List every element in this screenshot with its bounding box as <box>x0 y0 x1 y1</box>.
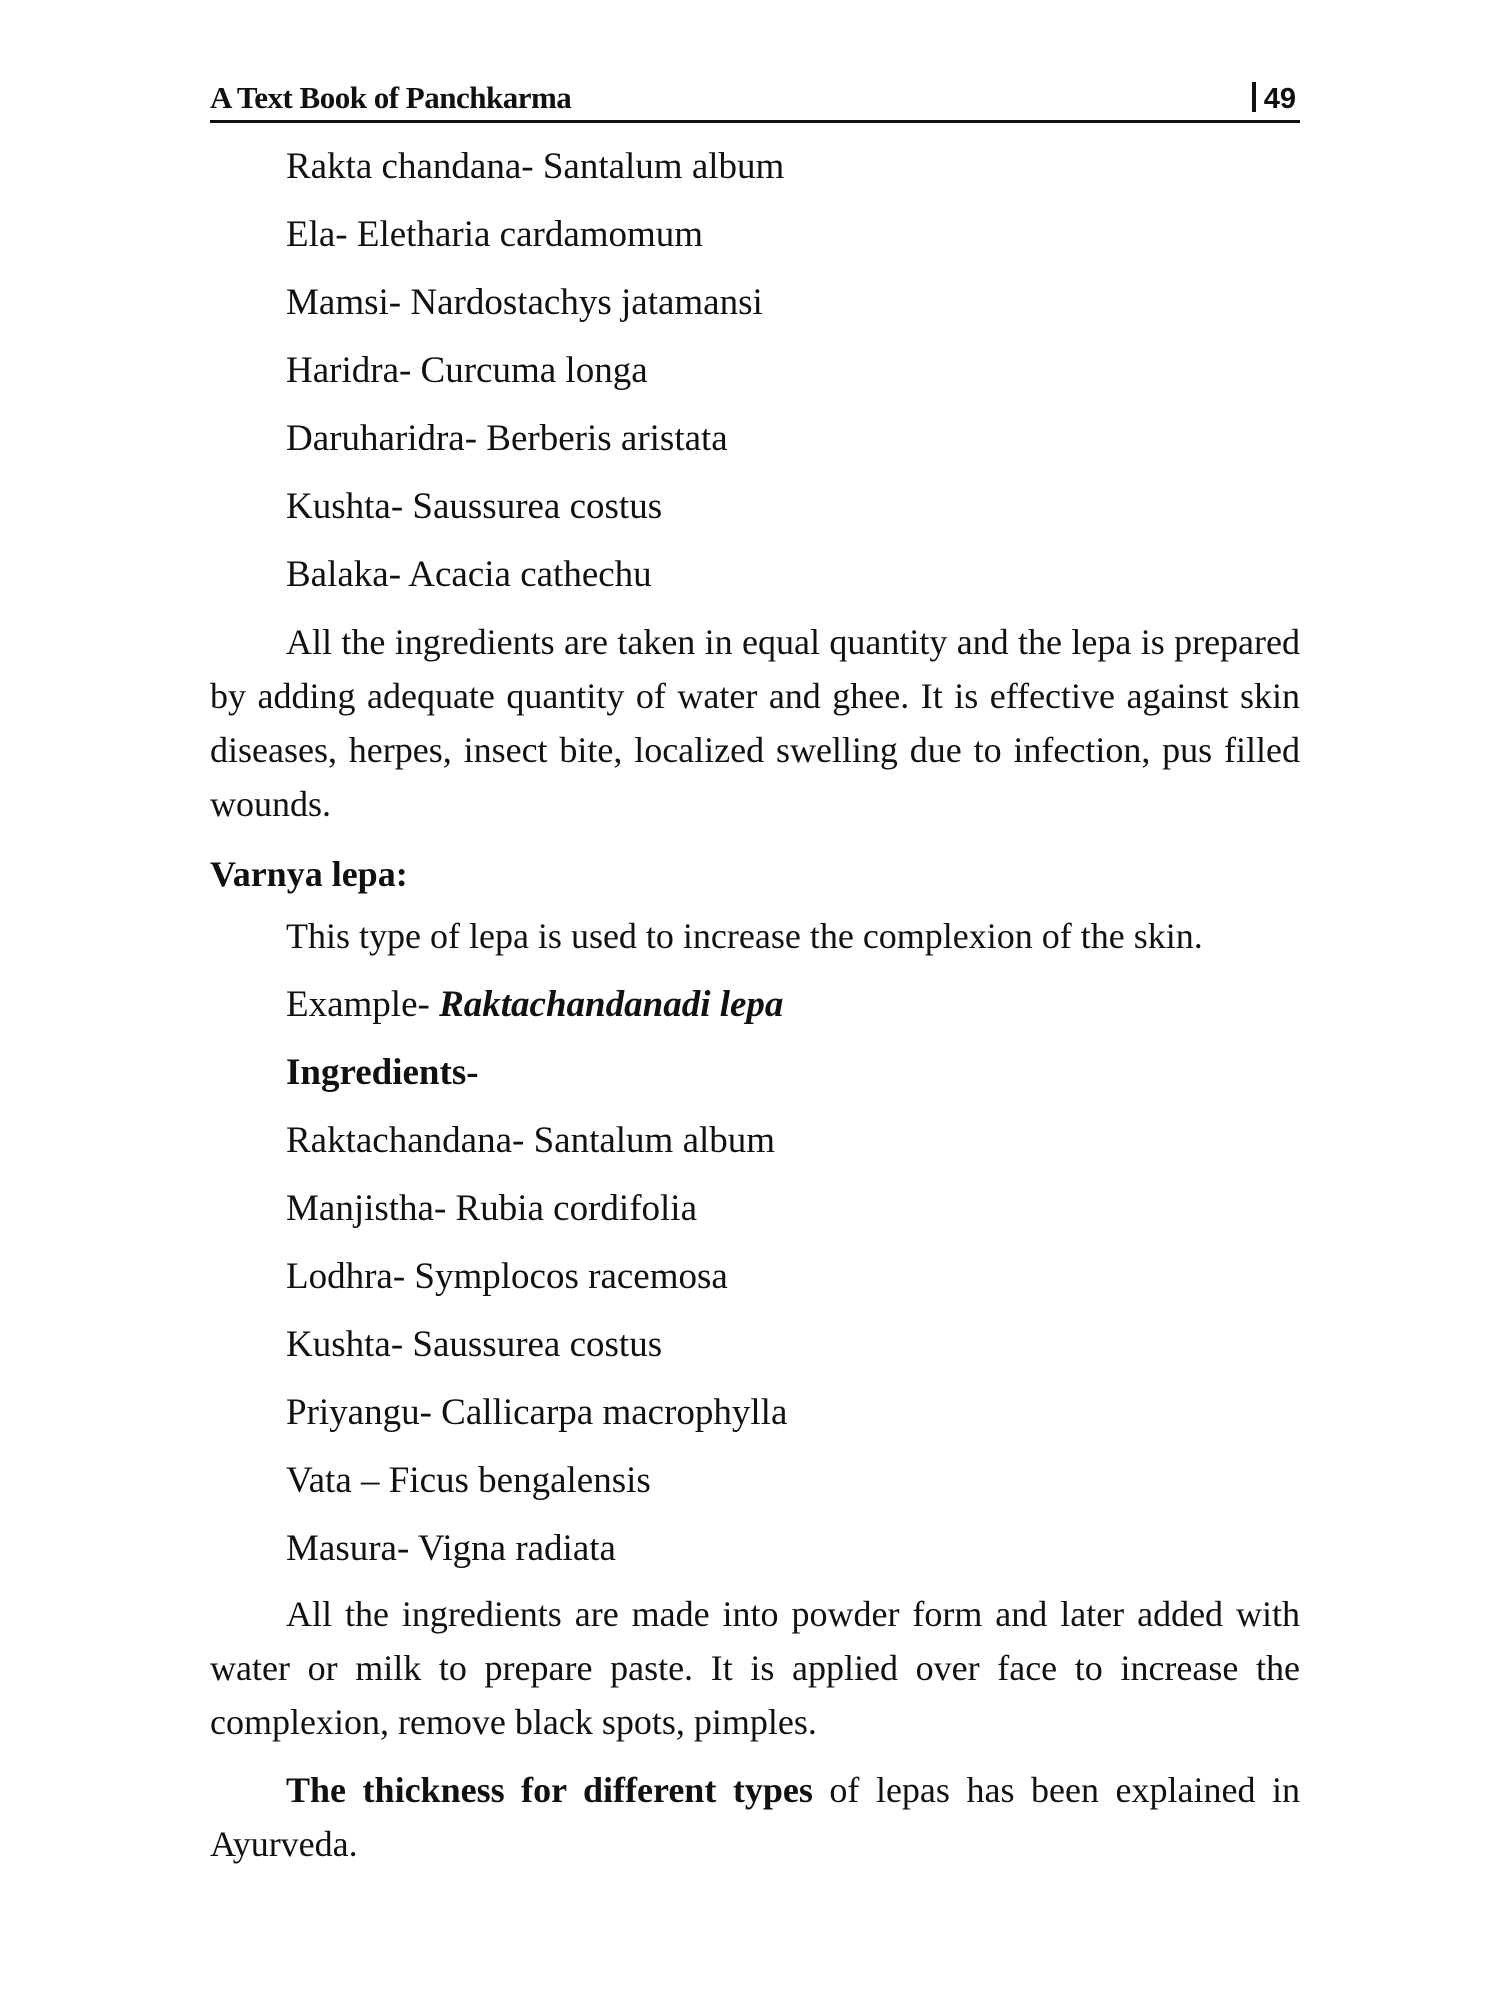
list-item: Balaka- Acacia cathechu <box>286 554 652 595</box>
page-number-block <box>1252 82 1300 116</box>
paragraph-paste-preparation: All the ingredients are made into powder form and later added with water or milk to prepare paste. It is applied over face to increase the complexion, remove black spots, pimples. <box>210 1594 1300 1742</box>
list-item: Kushta- Saussurea costus <box>286 1324 663 1365</box>
ingredient-list-2 <box>210 1107 1300 1583</box>
list-item: Haridra- Curcuma longa <box>286 350 648 391</box>
list-item: Manjistha- Rubia cordifolia <box>286 1188 698 1229</box>
thickness-bold-text: The thickness for different types <box>286 1770 813 1810</box>
list-item: Priyangu- Callicarpa macrophylla <box>286 1392 788 1433</box>
list-item: Vata – Ficus bengalensis <box>286 1460 651 1501</box>
list-item: Mamsi- Nardostachys jatamansi <box>286 282 763 323</box>
list-item: Lodhra- Symplocos racemosa <box>286 1256 728 1297</box>
book-page <box>210 70 1300 1871</box>
ingredients-heading: Ingredients- <box>286 1052 479 1093</box>
paragraph-varnya-description: This type of lepa is used to increase the complexion of the skin. <box>286 916 1203 956</box>
book-title: A Text Book of Panchkarma <box>210 80 572 115</box>
paragraph-thickness <box>210 1763 1300 1871</box>
page-divider-bar <box>1252 82 1256 112</box>
list-item: Raktachandana- Santalum album <box>286 1120 776 1161</box>
list-item: Daruharidra- Berberis aristata <box>286 418 728 459</box>
example-line <box>286 971 1300 1039</box>
paragraph-preparation: All the ingredients are taken in equal quantity and the lepa is prepared by adding adequate quantity of water and ghee. It is effective against skin diseases, herpes, insect bite, localized swelling due to infection, pus filled wounds. <box>210 622 1300 824</box>
list-item: Kushta- Saussurea costus <box>286 486 663 527</box>
running-header <box>210 70 1300 123</box>
example-label: Example- <box>286 984 440 1025</box>
ingredient-list-1 <box>210 133 1300 609</box>
page-number: 49 <box>1263 83 1296 115</box>
example-name: Raktachandanadi lepa <box>439 984 784 1025</box>
thickness-rest-text: of lepas has been explained in Ayurveda. <box>210 1770 1301 1864</box>
list-item: Ela- Eletharia cardamomum <box>286 214 704 255</box>
list-item: Rakta chandana- Santalum album <box>286 146 785 187</box>
list-item: Masura- Vigna radiata <box>286 1528 616 1569</box>
section-heading-varnya-lepa: Varnya lepa: <box>210 854 408 894</box>
